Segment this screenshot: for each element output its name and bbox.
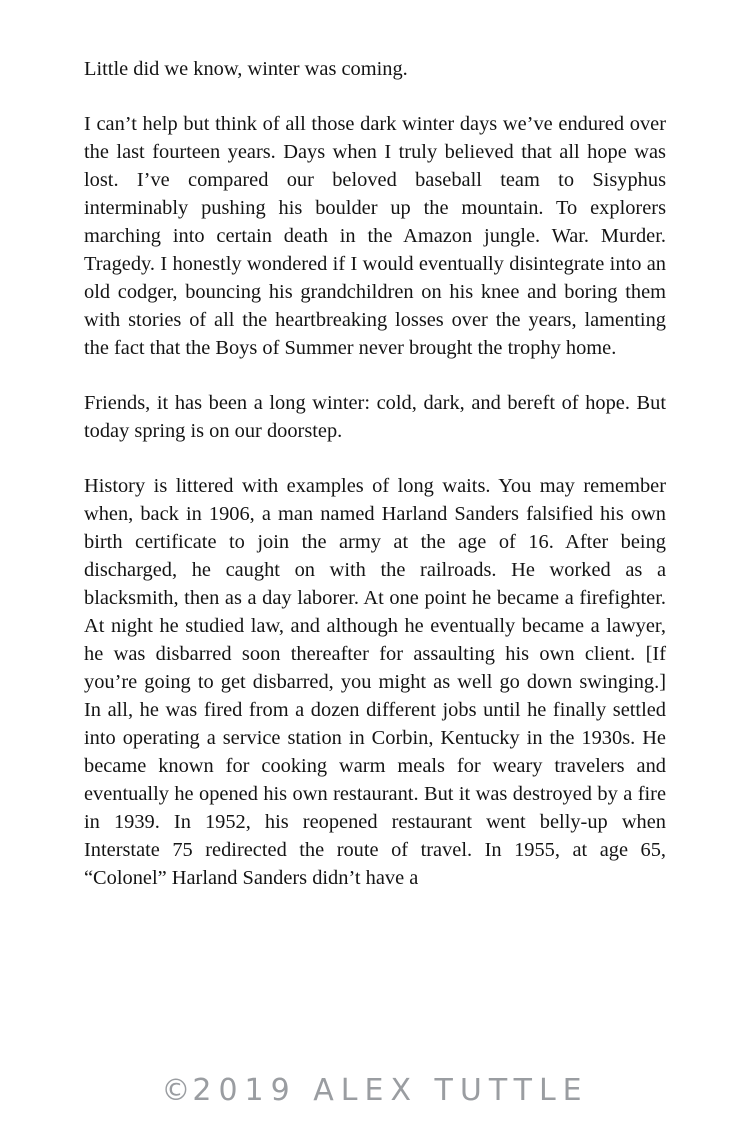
copyright-text: 2019 ALEX TUTTLE xyxy=(192,1073,589,1108)
paragraph: I can’t help but think of all those dark winter days we’ve endured over the last fourteen years. Days when I truly believed that all hope was lost. I’ve compared our beloved baseball team to Sisyphus interminably pushing his boulder up the mountain. To explorers marching into certain death in the Amazon jungle. War. Murder. Tragedy. I honestly wondered if I would eventually disintegrate into an old codger, bouncing his grandchildren on his knee and boring them with stories of all the heartbreaking losses over the years, lamenting the fact that the Boys of Summer never brought the trophy home. xyxy=(84,113,666,359)
copyright-icon: © xyxy=(161,1073,193,1107)
paragraph: Little did we know, winter was coming. xyxy=(84,58,408,80)
body-text-block xyxy=(84,55,666,892)
page-footer-copyright xyxy=(0,1073,750,1108)
paragraph: History is littered with examples of long waits. You may remember when, back in 1906, a man named Harland Sanders falsified his own birth certificate to join the army at the age of 16. After being discharged, he caught on with the railroads. He worked as a blacksmith, then as a day laborer. At one point he became a firefighter. At night he studied law, and although he eventually became a lawyer, he was disbarred soon thereafter for assaulting his own client. [If you’re going to get disbarred, you might as well go down swinging.] In all, he was fired from a dozen different jobs until he finally settled into operating a service station in Corbin, Kentucky in the 1930s. He became known for cooking warm meals for weary travelers and eventually he opened his own restaurant. But it was destroyed by a fire in 1939. In 1952, his reopened restaurant went belly-up when Interstate 75 redirected the route of travel. In 1955, at age 65, “Colonel” Harland Sanders didn’t have a xyxy=(84,475,666,889)
paragraph: Friends, it has been a long winter: cold, dark, and bereft of hope. But today spring is on our doorstep. xyxy=(84,392,666,442)
